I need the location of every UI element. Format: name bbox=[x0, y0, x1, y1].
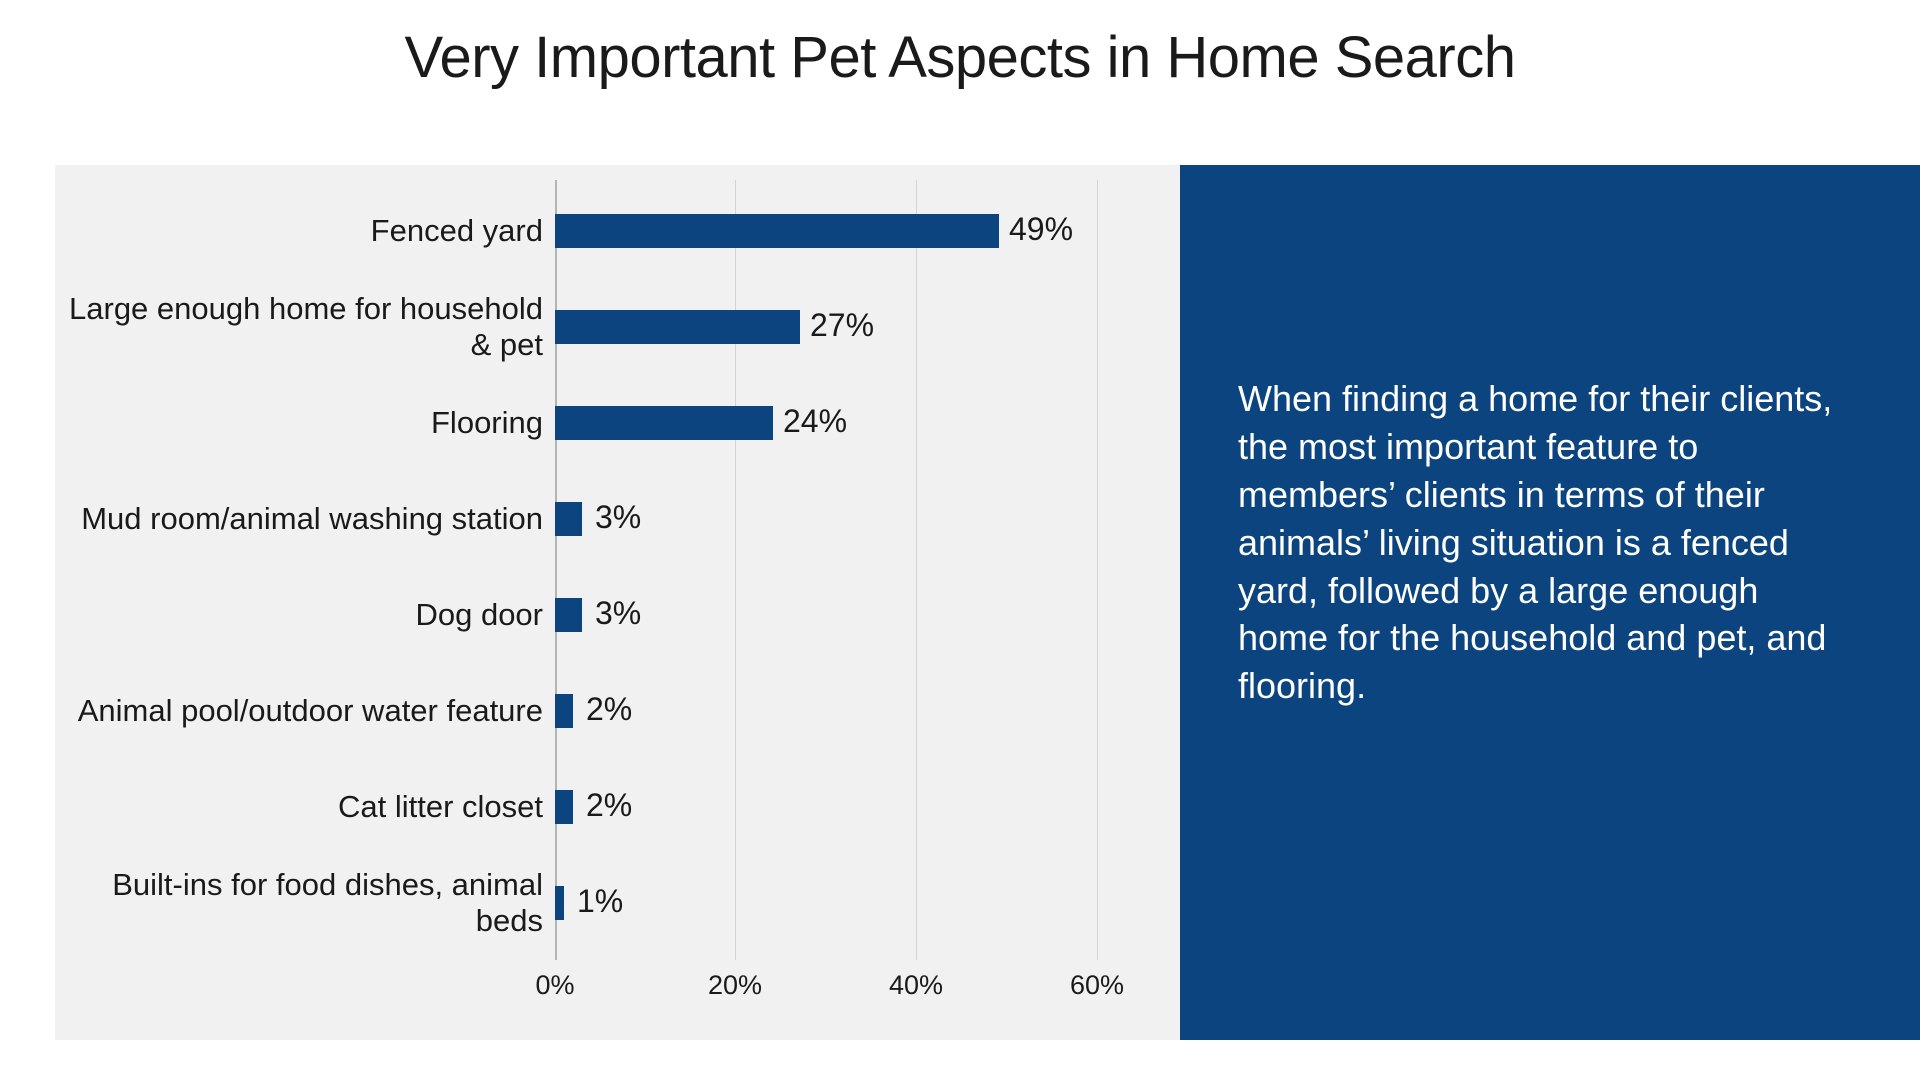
bar-value-label: 1% bbox=[577, 883, 624, 919]
callout-panel bbox=[1180, 165, 1920, 1040]
category-label bbox=[55, 567, 555, 663]
bar-cat-litter-closet bbox=[555, 790, 573, 824]
category-label-text: Dog door bbox=[415, 597, 543, 633]
bar-mud-room bbox=[555, 502, 582, 536]
bar-value-label: 3% bbox=[595, 499, 642, 535]
bar-row bbox=[55, 183, 1180, 279]
category-label bbox=[55, 471, 555, 567]
category-label bbox=[55, 855, 555, 951]
category-label-text: Built-ins for food dishes, animal beds bbox=[112, 867, 543, 938]
bar-rows bbox=[55, 183, 1180, 963]
category-label bbox=[55, 759, 555, 855]
bar-value-label: 49% bbox=[1009, 211, 1074, 247]
bar-value-label: 2% bbox=[586, 691, 633, 727]
bar-row bbox=[55, 855, 1180, 951]
x-tick-60: 60% bbox=[1069, 970, 1125, 1000]
category-label bbox=[55, 183, 555, 279]
bar-flooring bbox=[555, 406, 773, 440]
bar-row bbox=[55, 375, 1180, 471]
page-title: Very Important Pet Aspects in Home Search bbox=[404, 25, 1516, 90]
bar-dog-door bbox=[555, 598, 582, 632]
chart-panel bbox=[55, 165, 1180, 1040]
bar-fenced-yard bbox=[555, 214, 999, 248]
x-tick-40: 40% bbox=[888, 970, 944, 1000]
bar-value-label: 2% bbox=[586, 787, 633, 823]
bar-row bbox=[55, 663, 1180, 759]
bar-large-enough-home bbox=[555, 310, 800, 344]
category-label bbox=[55, 279, 555, 375]
x-tick-0: 0% bbox=[535, 970, 575, 1000]
callout-text: When finding a home for their clients, the most important feature to members’ clients in terms of their animals’ living situation is a fenced yard, followed by a large enough home for the household and pet, and flooring. bbox=[1238, 378, 1833, 707]
bar-value-label: 27% bbox=[810, 307, 875, 343]
category-label-text: Cat litter closet bbox=[337, 789, 543, 825]
category-label-text: Animal pool/outdoor water feature bbox=[77, 693, 543, 729]
category-label-text: Large enough home for household & pet bbox=[69, 291, 543, 362]
category-label bbox=[55, 663, 555, 759]
bar-value-label: 3% bbox=[595, 595, 642, 631]
category-label bbox=[55, 375, 555, 471]
category-label-text: Mud room/animal washing station bbox=[81, 501, 543, 537]
bar-row bbox=[55, 759, 1180, 855]
category-label-text: Flooring bbox=[431, 405, 543, 441]
bar-row bbox=[55, 567, 1180, 663]
bar-row bbox=[55, 471, 1180, 567]
bar-chart bbox=[55, 165, 1180, 1040]
bar-value-label: 24% bbox=[783, 403, 848, 439]
bar-animal-pool bbox=[555, 694, 573, 728]
category-label-text: Fenced yard bbox=[370, 213, 543, 249]
bar-built-ins bbox=[555, 886, 564, 920]
bar-row bbox=[55, 279, 1180, 375]
x-tick-20: 20% bbox=[707, 970, 763, 1000]
